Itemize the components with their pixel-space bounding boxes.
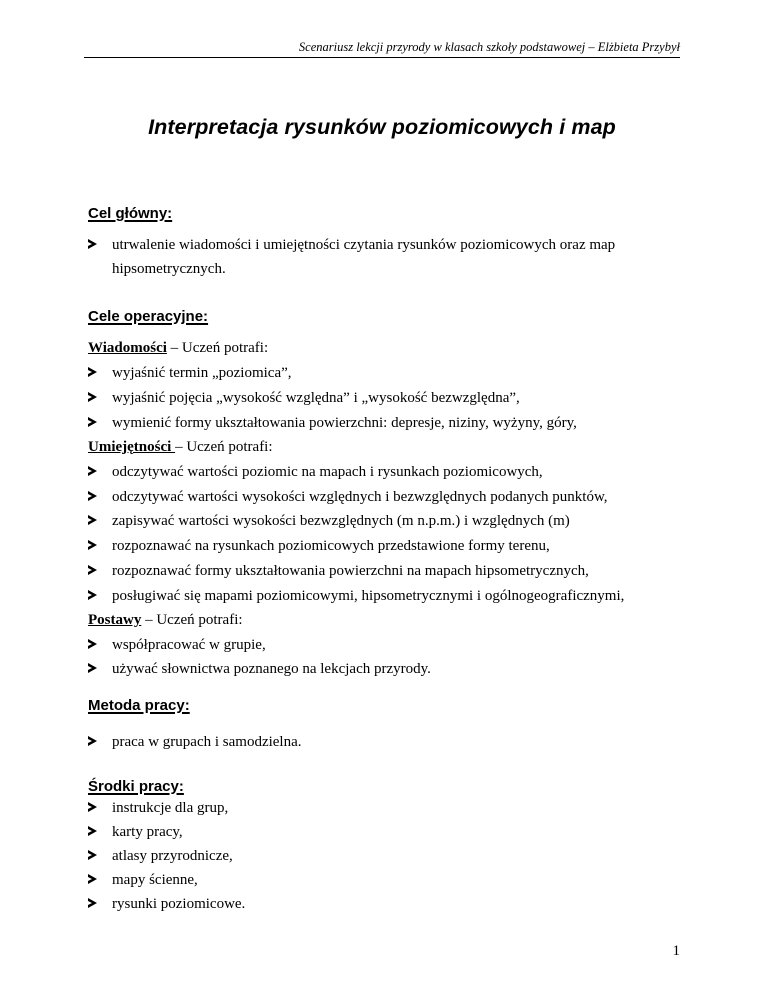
list-item: odczytywać wartości poziomic na mapach i rysunkach poziomicowych, [88, 463, 543, 481]
arrow-bullet-icon [88, 826, 97, 836]
arrow-bullet-icon [88, 736, 97, 746]
label-postawy: Postawy [88, 612, 142, 628]
arrow-bullet-icon [88, 565, 97, 575]
heading-srodki-pracy: Środki pracy: [88, 778, 184, 795]
subheading-wiadomosci: Wiadomości – Uczeń potrafi: [88, 340, 269, 356]
list-item: instrukcje dla grup, [88, 799, 228, 817]
running-header: Scenariusz lekcji przyrody w klasach szkoły podstawowej – Elżbieta Przybył [84, 40, 680, 58]
arrow-bullet-icon [88, 367, 97, 377]
list-item: wyjaśnić pojęcia „wysokość względna” i „wysokość bezwzględna”, [88, 389, 520, 407]
arrow-bullet-icon [88, 540, 97, 550]
list-item: rozpoznawać na rysunkach poziomicowych przedstawione formy terenu, [88, 537, 550, 555]
heading-cel-glowny: Cel główny: [88, 205, 173, 222]
arrow-bullet-icon [88, 639, 97, 649]
arrow-bullet-icon [88, 802, 97, 812]
list-item: utrwalenie wiadomości i umiejętności czytania rysunków poziomicowych oraz map [88, 236, 615, 254]
arrow-bullet-icon [88, 898, 97, 908]
arrow-bullet-icon [88, 515, 97, 525]
arrow-bullet-icon [88, 392, 97, 402]
list-item-continuation: hipsometrycznych. [112, 261, 226, 277]
arrow-bullet-icon [88, 590, 97, 600]
heading-cele-operacyjne: Cele operacyjne: [88, 308, 209, 325]
arrow-bullet-icon [88, 491, 97, 501]
list-item: odczytywać wartości wysokości względnych i bezwzględnych podanych punktów, [88, 488, 608, 506]
label-umiejetnosci: Umiejętności [88, 439, 176, 455]
subheading-postawy: Postawy – Uczeń potrafi: [88, 612, 243, 628]
arrow-bullet-icon [88, 466, 97, 476]
arrow-bullet-icon [88, 874, 97, 884]
list-item: praca w grupach i samodzielna. [88, 733, 302, 751]
arrow-bullet-icon [88, 663, 97, 673]
list-item: współpracować w grupie, [88, 636, 266, 654]
list-item: wyjaśnić termin „poziomica”, [88, 364, 292, 382]
subheading-umiejetnosci: Umiejętności – Uczeń potrafi: [88, 439, 273, 455]
list-item: rozpoznawać formy ukształtowania powierzchni na mapach hipsometrycznych, [88, 562, 589, 580]
heading-metoda-pracy: Metoda pracy: [88, 697, 190, 714]
document-title: Interpretacja rysunków poziomicowych i map [148, 115, 616, 139]
label-wiadomosci: Wiadomości [88, 340, 167, 356]
list-item: atlasy przyrodnicze, [88, 847, 233, 865]
list-item: zapisywać wartości wysokości bezwzględnych (m n.p.m.) i względnych (m) [88, 512, 570, 530]
arrow-bullet-icon [88, 850, 97, 860]
list-item: posługiwać się mapami poziomicowymi, hipsometrycznymi i ogólnogeograficznymi, [88, 587, 624, 605]
list-item: mapy ścienne, [88, 871, 198, 889]
page-number: 1 [672, 943, 680, 959]
list-item: karty pracy, [88, 823, 183, 841]
list-item: wymienić formy ukształtowania powierzchni: depresje, niziny, wyżyny, góry, [88, 414, 577, 432]
list-item: używać słownictwa poznanego na lekcjach przyrody. [88, 660, 431, 678]
arrow-bullet-icon [88, 417, 97, 427]
list-item: rysunki poziomicowe. [88, 895, 245, 913]
arrow-bullet-icon [88, 239, 97, 249]
